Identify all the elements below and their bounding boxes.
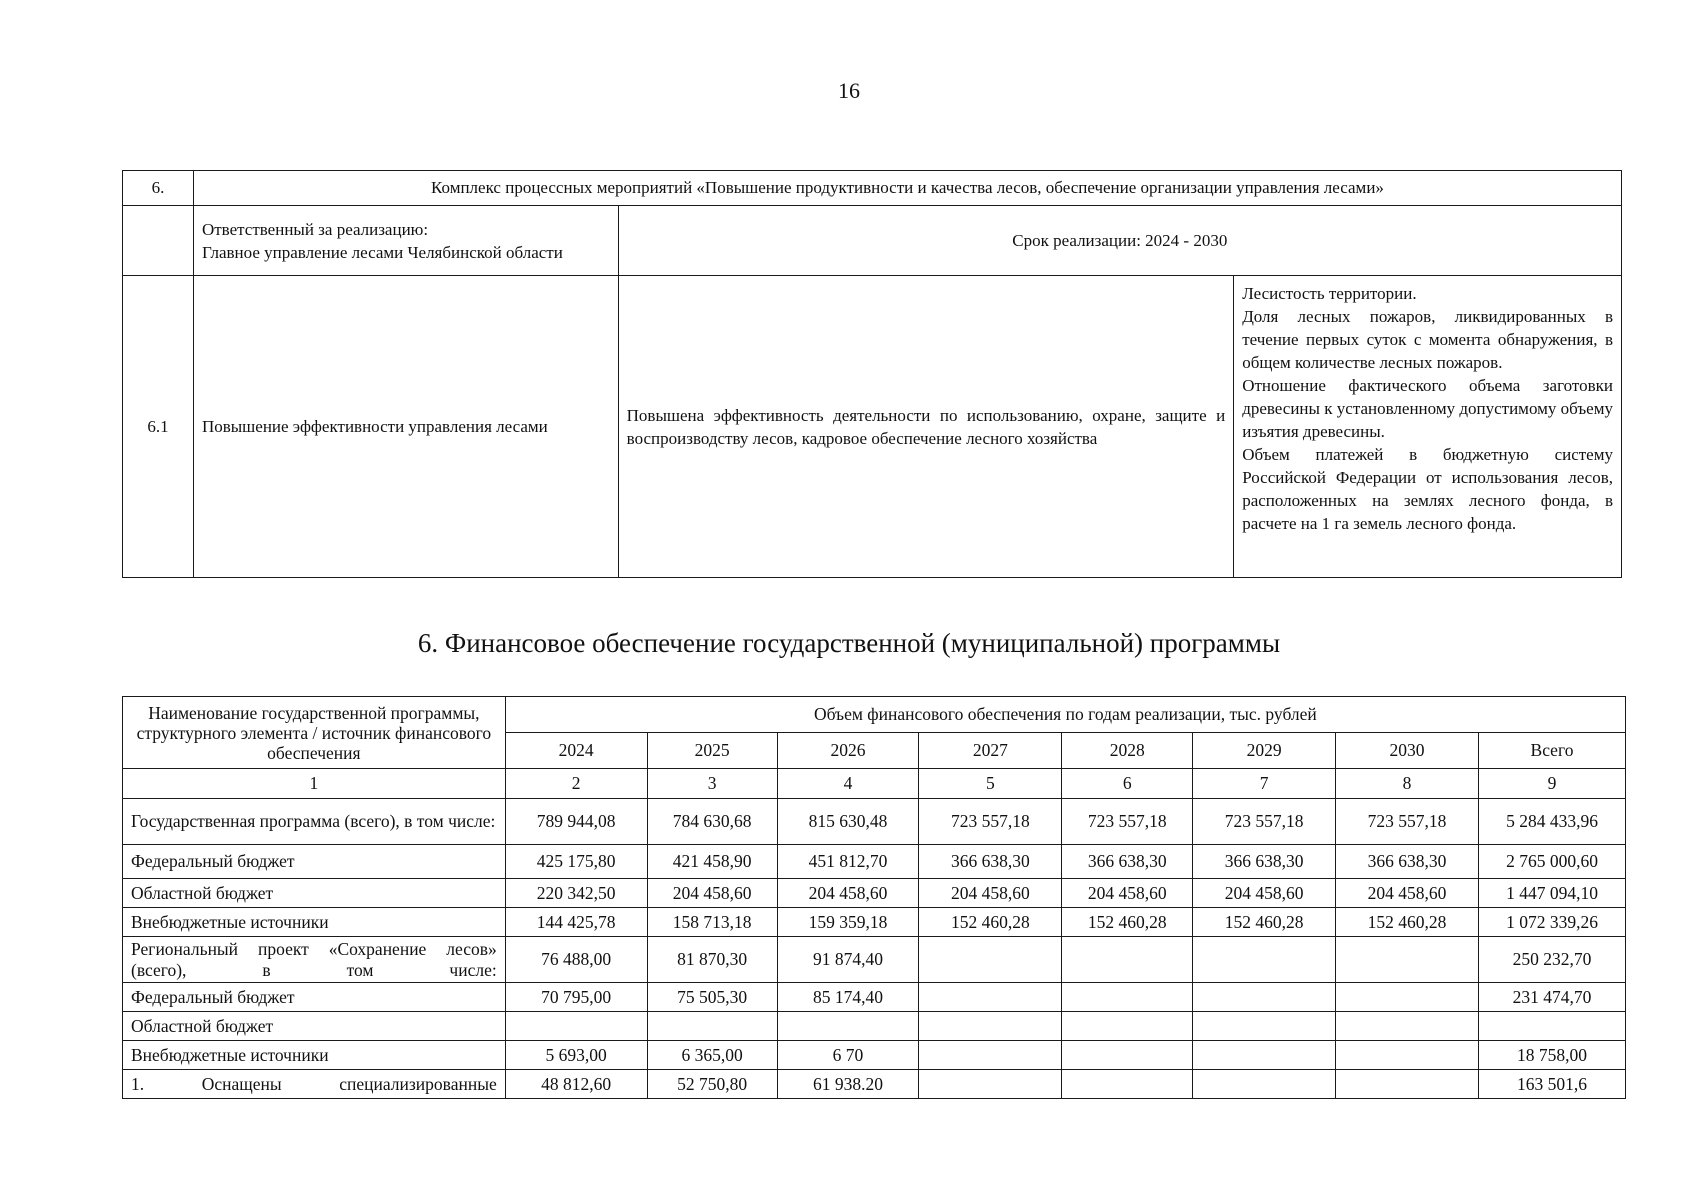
row-value: 75 505,30 — [647, 983, 777, 1012]
column-number: 6 — [1062, 769, 1193, 799]
year-header: 2024 — [505, 733, 647, 769]
finance-row — [123, 879, 1626, 908]
row-value — [1193, 983, 1336, 1012]
complex-table — [122, 170, 1622, 578]
row-value — [1193, 1041, 1336, 1070]
row-value: 85 174,40 — [777, 983, 919, 1012]
volume-header: Объем финансового обеспечения по годам реализации, тыс. рублей — [505, 697, 1625, 733]
finance-row — [123, 983, 1626, 1012]
row-value — [919, 983, 1062, 1012]
row-value: 204 458,60 — [777, 879, 919, 908]
finance-row — [123, 1041, 1626, 1070]
row-value — [1336, 937, 1479, 983]
row-total: 163 501,6 — [1479, 1070, 1626, 1099]
finance-row — [123, 937, 1626, 983]
row-value: 91 874,40 — [777, 937, 919, 983]
row-total — [1479, 1012, 1626, 1041]
row-value: 204 458,60 — [1062, 879, 1193, 908]
row-value: 70 795,00 — [505, 983, 647, 1012]
row-value — [1193, 1070, 1336, 1099]
row-value — [1062, 937, 1193, 983]
row-name: Внебюджетные источники — [123, 908, 506, 937]
row-value — [1193, 937, 1336, 983]
row-total: 1 447 094,10 — [1479, 879, 1626, 908]
row-value — [1336, 983, 1479, 1012]
row-value — [1062, 1070, 1193, 1099]
row-value: 204 458,60 — [647, 879, 777, 908]
row-name: Федеральный бюджет — [123, 845, 506, 879]
row-value: 158 713,18 — [647, 908, 777, 937]
row-value — [777, 1012, 919, 1041]
row-value: 421 458,90 — [647, 845, 777, 879]
row-value — [919, 1012, 1062, 1041]
row-total: 5 284 433,96 — [1479, 799, 1626, 845]
row-value: 789 944,08 — [505, 799, 647, 845]
indicator-item: Объем платежей в бюджетную систему Российской Федерации от использования лесов, расположенных на землях лесного фонда, в расчете на 1 га земель лесного фонда. — [1242, 445, 1613, 533]
row-value — [505, 1012, 647, 1041]
row-total: 18 758,00 — [1479, 1041, 1626, 1070]
row-value — [1336, 1012, 1479, 1041]
responsible-value: Главное управление лесами Челябинской области — [201, 242, 563, 262]
row-value — [647, 1012, 777, 1041]
finance-row — [123, 1012, 1626, 1041]
task-indicators — [1234, 276, 1622, 578]
row-value — [919, 937, 1062, 983]
row-total: 231 474,70 — [1479, 983, 1626, 1012]
row-total: 250 232,70 — [1479, 937, 1626, 983]
row-value — [1062, 983, 1193, 1012]
row-value: 204 458,60 — [919, 879, 1062, 908]
row-value — [1336, 1041, 1479, 1070]
finance-row — [123, 908, 1626, 937]
row-value: 815 630,48 — [777, 799, 919, 845]
indicator-item: Лесистость территории. — [1242, 284, 1417, 303]
responsible-label: Ответственный за реализацию: — [201, 219, 429, 239]
year-header: 2027 — [919, 733, 1062, 769]
row-value: 723 557,18 — [919, 799, 1062, 845]
task-number: 6.1 — [123, 276, 194, 578]
column-number: 8 — [1336, 769, 1479, 799]
row-value — [1193, 1012, 1336, 1041]
row-name: Государственная программа (всего), в том числе: — [123, 799, 506, 845]
row-total: 2 765 000,60 — [1479, 845, 1626, 879]
task-name: Повышение эффективности управления лесами — [193, 276, 618, 578]
row-value: 81 870,30 — [647, 937, 777, 983]
total-header: Всего — [1479, 733, 1626, 769]
complex-number: 6. — [123, 171, 194, 206]
row-value: 152 460,28 — [1193, 908, 1336, 937]
finance-row — [123, 845, 1626, 879]
row-value: 204 458,60 — [1193, 879, 1336, 908]
year-header: 2025 — [647, 733, 777, 769]
row-name: Федеральный бюджет — [123, 983, 506, 1012]
section-title: 6. Финансовое обеспечение государственной (муниципальной) программы — [417, 628, 1281, 658]
row-value: 204 458,60 — [1336, 879, 1479, 908]
row-value: 366 638,30 — [919, 845, 1062, 879]
row-value: 366 638,30 — [1062, 845, 1193, 879]
year-header: 2026 — [777, 733, 919, 769]
row-value — [1062, 1012, 1193, 1041]
finance-table — [122, 696, 1626, 1099]
column-number: 2 — [505, 769, 647, 799]
row-value: 784 630,68 — [647, 799, 777, 845]
column-number: 9 — [1479, 769, 1626, 799]
finance-row — [123, 1070, 1626, 1099]
row-name: Областной бюджет — [123, 1012, 506, 1041]
responsible-cell — [193, 206, 618, 276]
year-header: 2028 — [1062, 733, 1193, 769]
row-value — [919, 1041, 1062, 1070]
row-value: 152 460,28 — [919, 908, 1062, 937]
indicator-item: Отношение фактического объема заготовки древесины к установленному допустимому объему изъятия древесины. — [1242, 376, 1613, 441]
row-value: 723 557,18 — [1062, 799, 1193, 845]
task-effect: Повышена эффективность деятельности по использованию, охране, защите и воспроизводству лесов, кадровое обеспечение лесного хозяйства — [618, 276, 1234, 578]
row-value — [1062, 1041, 1193, 1070]
row-value: 152 460,28 — [1336, 908, 1479, 937]
year-header: 2029 — [1193, 733, 1336, 769]
row-value: 723 557,18 — [1336, 799, 1479, 845]
row-name: Региональный проект «Сохранение лесов» (всего), в том числе: — [123, 937, 506, 983]
indicator-item: Доля лесных пожаров, ликвидированных в течение первых суток с момента обнаружения, в общем количестве лесных пожаров. — [1242, 307, 1613, 372]
row-value: 6 365,00 — [647, 1041, 777, 1070]
finance-body — [123, 799, 1626, 1099]
row-value: 6 70 — [777, 1041, 919, 1070]
row-value — [1336, 1070, 1479, 1099]
row-value: 425 175,80 — [505, 845, 647, 879]
row-value: 159 359,18 — [777, 908, 919, 937]
column-number: 5 — [919, 769, 1062, 799]
row-value: 76 488,00 — [505, 937, 647, 983]
row-value: 61 938.20 — [777, 1070, 919, 1099]
row-name: Областной бюджет — [123, 879, 506, 908]
column-number: 1 — [123, 769, 506, 799]
row-name: 1. Оснащены специализированные — [123, 1070, 506, 1099]
row-value: 366 638,30 — [1336, 845, 1479, 879]
year-header: 2030 — [1336, 733, 1479, 769]
row-value: 5 693,00 — [505, 1041, 647, 1070]
column-number: 7 — [1193, 769, 1336, 799]
name-header: Наименование государственной программы, структурного элемента / источник финансового обеспечения — [123, 697, 506, 769]
row-value: 48 812,60 — [505, 1070, 647, 1099]
finance-row — [123, 799, 1626, 845]
row-value: 52 750,80 — [647, 1070, 777, 1099]
row-value: 144 425,78 — [505, 908, 647, 937]
row-value: 220 342,50 — [505, 879, 647, 908]
row-value: 152 460,28 — [1062, 908, 1193, 937]
empty-cell — [123, 206, 194, 276]
column-number: 4 — [777, 769, 919, 799]
complex-title: Комплекс процессных мероприятий «Повышение продуктивности и качества лесов, обеспечение организации управления лесами» — [193, 171, 1621, 206]
row-name: Внебюджетные источники — [123, 1041, 506, 1070]
row-value: 723 557,18 — [1193, 799, 1336, 845]
row-value — [919, 1070, 1062, 1099]
page-number: 16 — [838, 78, 860, 103]
row-value: 451 812,70 — [777, 845, 919, 879]
term: Срок реализации: 2024 - 2030 — [618, 206, 1621, 276]
column-number: 3 — [647, 769, 777, 799]
row-total: 1 072 339,26 — [1479, 908, 1626, 937]
row-value: 366 638,30 — [1193, 845, 1336, 879]
